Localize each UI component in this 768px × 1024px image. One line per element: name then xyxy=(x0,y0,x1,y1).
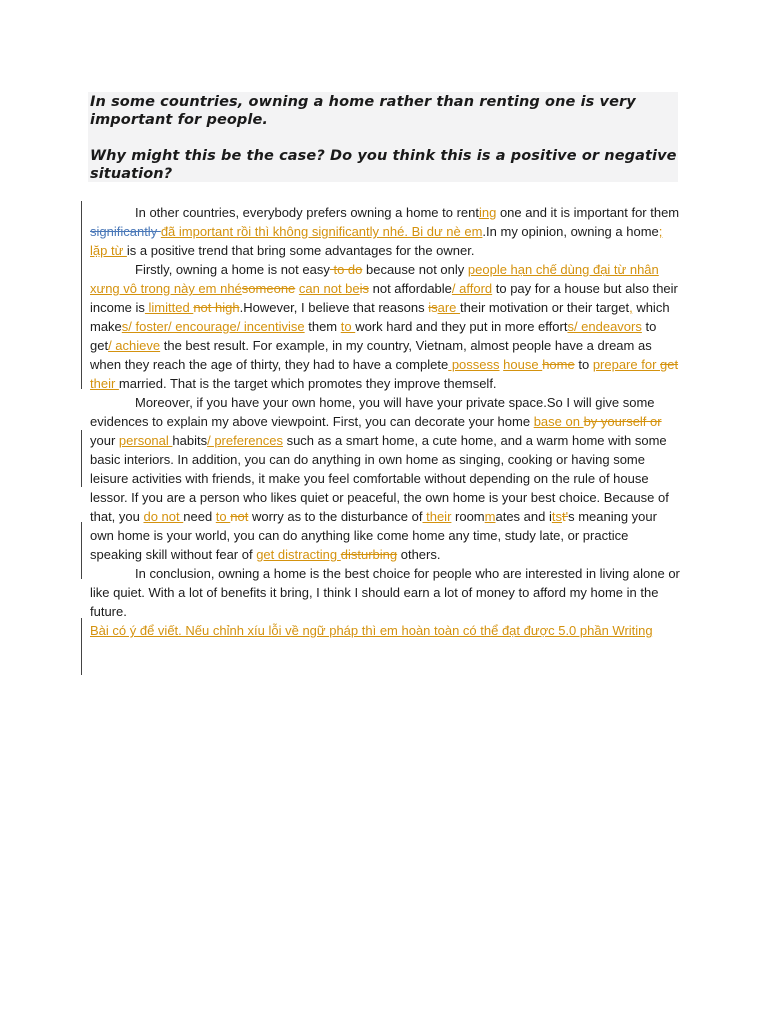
essay-text: habits xyxy=(172,433,208,448)
insertion: can not be xyxy=(298,281,360,296)
deletion: t' xyxy=(561,509,569,524)
essay-text: one and it is important for them xyxy=(496,205,680,220)
essay-text: others. xyxy=(397,547,441,562)
paragraph-body-2 xyxy=(90,393,680,564)
revision-bar xyxy=(81,522,82,579)
deletion: by yourself or xyxy=(583,414,662,429)
essay-text: to get xyxy=(90,319,657,353)
insertion: ; lặp từ xyxy=(90,224,663,258)
essay-text: not affordable xyxy=(369,281,452,296)
deletion: home xyxy=(542,357,575,372)
essay-text: s meaning your own home is your world, you can do anything like come home any time, study late, or practice speaking skill without fear of xyxy=(90,509,657,562)
essay-text: because not only xyxy=(362,262,468,277)
insertion: , xyxy=(629,300,633,315)
insertion: possess xyxy=(448,357,500,372)
insertion: their xyxy=(90,376,119,391)
deletion: get xyxy=(660,357,679,372)
insertion: / afford xyxy=(451,281,493,296)
insertion: / preferences xyxy=(207,433,283,448)
paragraph-body-1 xyxy=(90,260,680,393)
essay-text: such as a smart home, a cute home, and a warm home with some basic interiors. In addition, you can do anything in own home as singing, cooking or having some leisure activities with friends, it make you feel comfortable without depending on the rule of house lessor. If you are a person who likes quiet or peaceful, the own home is your best choice. Because of that, you xyxy=(90,433,669,524)
essay-text: to xyxy=(574,357,593,372)
deletion: disturbing xyxy=(340,547,398,562)
essay-text: .In my opinion, owning a home xyxy=(482,224,659,239)
insertion: are xyxy=(437,300,460,315)
insertion: m xyxy=(484,509,496,524)
essay-text: worry as to the disturbance of xyxy=(248,509,423,524)
essay-text: your xyxy=(90,433,119,448)
insertion: personal xyxy=(118,433,173,448)
revision-bar xyxy=(81,430,82,487)
prompt-question: Why might this be the case? Do you think this is a positive or negative situation? xyxy=(90,148,677,182)
essay-text: Moreover, if you have your own home, you will have your private space.So I will give some evidences to explain my above viewpoint. First, you can decorate your home xyxy=(90,395,655,429)
essay-text: which make xyxy=(90,300,670,334)
prompt-statement: In some countries, owning a home rather than renting one is very important for people. xyxy=(90,94,636,128)
essay-text: .However, I believe that reasons xyxy=(239,300,429,315)
essay-text: to pay for a house but also their income is xyxy=(90,281,678,315)
insertion: base on xyxy=(533,414,584,429)
insertion: đã important rồi thì không significantly nhé. Bi dư nè em xyxy=(160,224,483,239)
insertion: do not xyxy=(143,509,184,524)
deletion: to do xyxy=(329,262,363,277)
essay-text: them xyxy=(304,319,341,334)
essay-text: work hard and they put in more effort xyxy=(355,319,568,334)
teacher-comment xyxy=(90,621,680,640)
deletion: significantly xyxy=(90,224,161,239)
revision-bar xyxy=(81,618,82,675)
insertion: s/ foster/ encourage/ incentivise xyxy=(121,319,305,334)
essay-text: their motivation or their target xyxy=(460,300,630,315)
essay-text: is a positive trend that bring some advantages for the owner. xyxy=(126,243,475,258)
comment-text: Bài có ý để viết. Nếu chỉnh xíu lỗi về ngữ pháp thì em hoàn toàn có thể đạt được 5.0 phần Writing xyxy=(90,623,653,638)
insertion: to xyxy=(340,319,356,334)
deletion: is xyxy=(428,300,438,315)
essay-text: married. That is the target which promotes they improve themself. xyxy=(118,376,497,391)
essay-prompt xyxy=(88,92,678,182)
essay-text: need xyxy=(183,509,216,524)
insertion: limitted xyxy=(144,300,194,315)
insertion: people hạn chế dùng đại từ nhân xưng vô trong này em nhé xyxy=(90,262,659,296)
deletion: is xyxy=(359,281,370,296)
revision-bar xyxy=(81,201,82,389)
essay-text: In other countries, everybody prefers owning a home to rent xyxy=(135,205,479,220)
essay-text: In conclusion, owning a home is the best choice for people who are interested in living alone or like quiet. With a lot of benefits it bring, I think I should earn a lot of money to afford my home in the future. xyxy=(90,566,680,619)
insertion: prepare for xyxy=(592,357,661,372)
essay-body xyxy=(90,203,680,640)
insertion: get distracting xyxy=(256,547,341,562)
essay-text: Firstly, owning a home is not easy xyxy=(135,262,330,277)
insertion: / achieve xyxy=(108,338,161,353)
insertion: ing xyxy=(478,205,497,220)
insertion: ts xyxy=(551,509,562,524)
insertion: house xyxy=(503,357,543,372)
paragraph-intro xyxy=(90,203,680,260)
insertion: s/ endeavors xyxy=(567,319,642,334)
deletion: someone xyxy=(241,281,296,296)
paragraph-conclusion xyxy=(90,564,680,621)
essay-text: the best result. For example, in my country, Vietnam, almost people have a dream as when they reach the age of thirty, they had to have a complete xyxy=(90,338,652,372)
insertion: to xyxy=(215,509,231,524)
deletion: not high xyxy=(193,300,240,315)
essay-text: room xyxy=(451,509,485,524)
insertion: their xyxy=(422,509,452,524)
deletion: not xyxy=(230,509,249,524)
essay-text: ates and i xyxy=(495,509,552,524)
